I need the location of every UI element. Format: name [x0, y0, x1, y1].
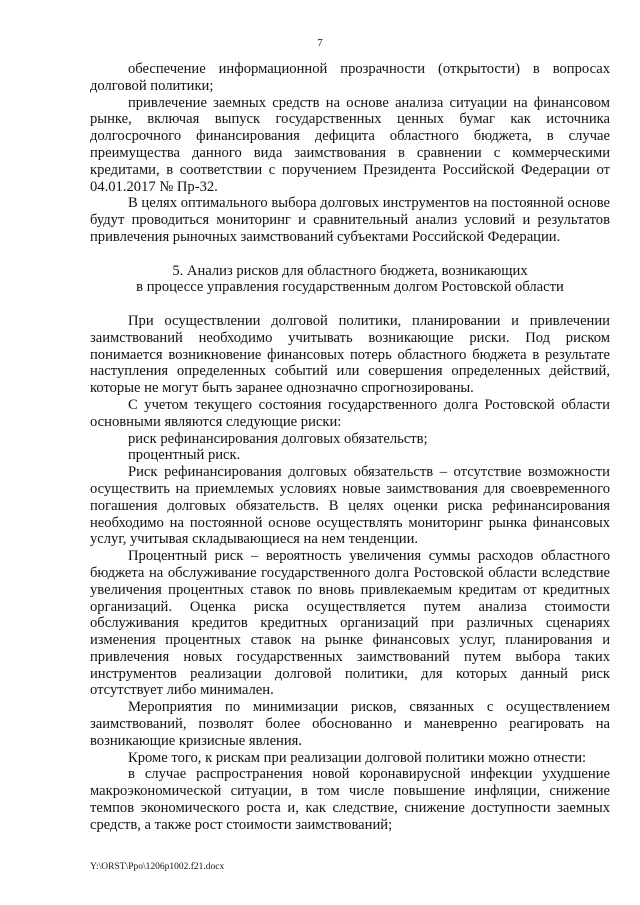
paragraph: При осуществлении долговой политики, планировании и привлечении заимствований необходимо учитывать возникающие риски. Под риском понимается возникновение финансовых потерь областного бюджета в результате наступления определенных событий или совершения определенных действий, которые не могут быть заранее однозначно спрогнозированы. — [90, 312, 610, 397]
paragraph: Процентный риск – вероятность увеличения суммы расходов областного бюджета на обслуживание государственного долга Ростовской области вследствие увеличения процентных ставок по вновь привлекаемым кредитам от кредитных организаций. Оценка риска осуществляется путем анализа стоимости обслуживания кредитов кредитных организаций при различных сценариях изменения процентных ставок на рынке финансовых услуг, планирования и привлечения новых государственных заимствований путем выбора таких инструментов реализации долговой политики, для которых данный риск отсутствует либо минимален. — [90, 548, 610, 699]
paragraph: Кроме того, к рискам при реализации долговой политики можно отнести: — [128, 749, 587, 766]
section-heading-line: в процессе управления государственным долгом Ростовской области — [136, 279, 564, 296]
section-heading — [90, 263, 610, 297]
paragraph: В целях оптимального выбора долговых инструментов на постоянной основе будут проводиться мониторинг и сравнительный анализ условий и результатов привлечения рыночных заимствований субъектами Российской Федерации. — [90, 195, 610, 245]
paragraph: Риск рефинансирования долговых обязательств – отсутствие возможности осуществить на приемлемых условиях новые заимствования для своевременного погашения долговых обязательств. В целях оценки риска рефинансирования необходимо на постоянной основе осуществлять мониторинг рынка финансовых услуг, учитывая складывающиеся на нем тенденции. — [90, 464, 610, 548]
list-item: процентный риск. — [128, 447, 241, 464]
paragraph: привлечение заемных средств на основе анализа ситуации на финансовом рынке, включая выпуск государственных ценных бумаг как источника долгосрочного финансирования дефицита областного бюджета, в случае преимущества данного вида заимствования в сравнении с коммерческими кредитами, в соответствии с поручением Президента Российской Федерации от 04.01.2017 № Пр-32. — [90, 94, 610, 195]
paragraph: обеспечение информационной прозрачности (открытости) в вопросах долговой политики; — [90, 61, 610, 94]
footer-file-path: Y:\ORST\Ppo\1206p1002.f21.docx — [90, 862, 225, 872]
list-item: риск рефинансирования долговых обязательств; — [128, 430, 428, 447]
paragraph: С учетом текущего состояния государственного долга Ростовской области основными являются следующие риски: — [90, 396, 610, 430]
page-number: 7 — [317, 37, 323, 49]
list-item: в случае распространения новой коронавирусной инфекции ухудшение макроэкономической ситуации, в том числе повышение инфляции, снижение темпов экономического роста и, как следствие, снижение доступности заемных средств, а также рост стоимости заимствований; — [90, 766, 610, 833]
document-body — [90, 61, 610, 834]
paragraph: Мероприятия по минимизации рисков, связанных с осуществлением заимствований, позволят более обоснованно и маневренно реагировать на возникающие кризисные явления. — [90, 699, 610, 749]
section-heading-line: 5. Анализ рисков для областного бюджета, возникающих — [172, 262, 528, 279]
